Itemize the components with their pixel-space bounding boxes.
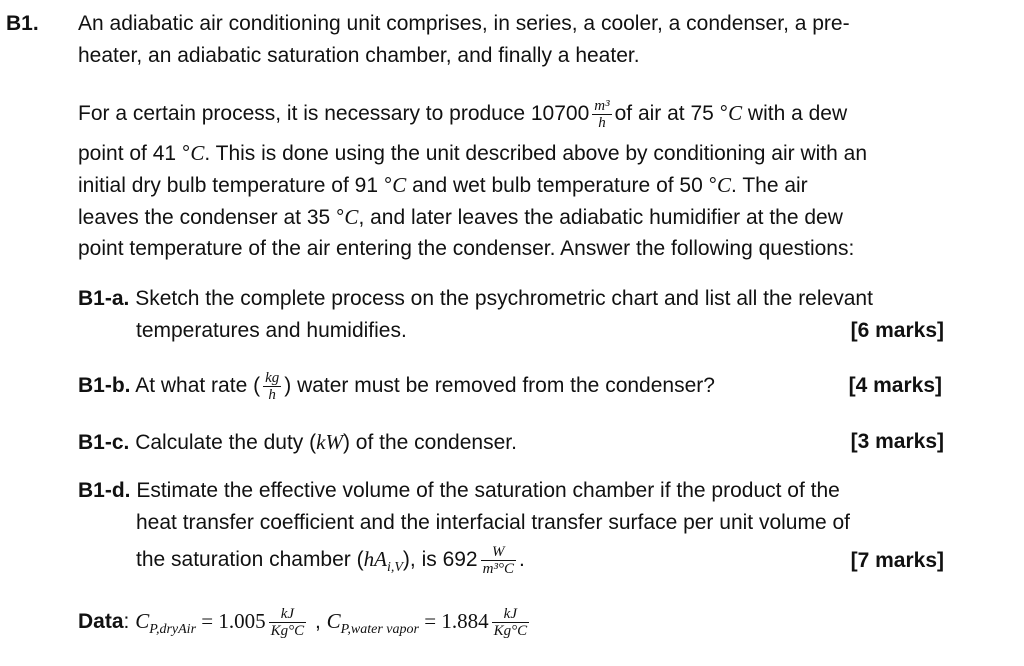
question-d-line-3: the saturation chamber $(hA_{i,V})$, is 692 $\frac{W}{\text{m³°C}}$ . — [136, 543, 525, 577]
cp-water-vapor-unit-fraction: $\frac{kJ}{Kg^\circ C}$ — [493, 605, 528, 639]
question-b-label: B1-b. — [78, 374, 131, 398]
intro-line-2: heater, an adiabatic saturation chamber, and finally a heater. — [78, 44, 640, 67]
paragraph-line-1: For a certain process, it is necessary to produce 10700 $\frac{\text{m³}}{h}$ of air at 75 °C with a dew — [78, 97, 848, 131]
question-c-line: B1-c. Calculate the duty (kW) of the condenser. — [78, 430, 517, 454]
data-label: Data — [78, 610, 124, 633]
question-number: B1. — [6, 12, 39, 35]
paragraph-line-3: initial dry bulb temperature of 91 °C and wet bulb temperature of 50 °C. The air — [78, 173, 808, 197]
question-d-line-1: B1-d. Estimate the effective volume of the saturation chamber if the product of the — [78, 479, 840, 502]
question-a-line-2: temperatures and humidifies. — [136, 319, 407, 342]
question-c-label: B1-c. — [78, 431, 130, 454]
paragraph-line-5: point temperature of the air entering the condenser. Answer the following questions: — [78, 237, 855, 260]
data-line: Data: $C_{P,dryAir} = 1.005$ $\frac{kJ}{Kg^\circ C}$ , $C_{P,water vapor} = 1.884$ $\frac{kJ}{Kg^\circ C}$ — [78, 605, 528, 639]
question-b-line: B1-b. At what rate ( $\frac{kg}{h}$ ) water must be removed from the condenser? — [78, 370, 715, 403]
rate-unit-fraction: $\frac{kg}{h}$ — [265, 370, 280, 403]
question-d-marks: [7 marks] — [850, 549, 944, 572]
question-d-label: B1-d. — [78, 479, 131, 502]
question-a-line-1: B1-a. Sketch the complete process on the psychrometric chart and list all the relevant — [78, 287, 873, 310]
question-a-marks: [6 marks] — [850, 319, 944, 342]
paragraph-line-4: leaves the condenser at 35 °C, and later leaves the adiabatic humidifier at the dew — [78, 205, 843, 229]
flow-unit-fraction: $\frac{\text{m³}}{h}$ — [594, 97, 610, 131]
question-d-line-2: heat transfer coefficient and the interfacial transfer surface per unit volume of — [136, 511, 850, 534]
question-b-marks: [4 marks] — [848, 374, 942, 397]
intro-line-1: An adiabatic air conditioning unit comprises, in series, a cooler, a condenser, a pre- — [78, 12, 850, 35]
coefficient-unit-fraction: $\frac{W}{\text{m³°C}}$ — [482, 543, 514, 577]
question-a-label: B1-a. — [78, 287, 130, 310]
question-c-marks: [3 marks] — [850, 430, 944, 453]
cp-dry-air-unit-fraction: $\frac{kJ}{Kg^\circ C}$ — [270, 605, 305, 639]
paragraph-line-2: point of 41 °C. This is done using the unit described above by conditioning air with an — [78, 141, 868, 165]
